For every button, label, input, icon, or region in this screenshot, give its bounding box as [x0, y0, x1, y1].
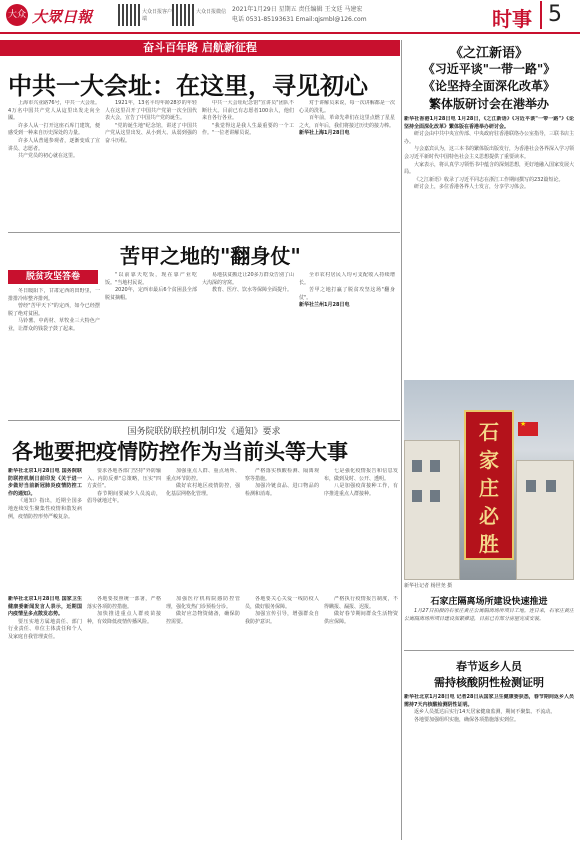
bottom-col1: 新华社北京1月28日电 国家卫生健康委新闻发言人表示，近期国内疫情呈多点散发态势。 要压实地方属地责任、部门行业责任、单位主体责任和个人及家庭自我管理责任。 [8, 596, 82, 640]
right-title-line2: 《习近平谈"一带一路"》 [422, 62, 556, 76]
building [516, 460, 574, 580]
right-title-line1: 《之江新语》 [449, 46, 528, 61]
sign-char: 必 [479, 504, 499, 528]
window [546, 480, 556, 492]
article1-col1: 上海市兴业路76号，中共一大会址。4万名中国共产党人从這里出发走向全國。 许多人从一打开这座石库门建筑，便感受到一种来自历史深处的力量。 许多人从普通参观者，逐渐变成了宣讲员、志愿者。 共产党员的初心就在这里。 [8, 100, 100, 160]
qr-code-icon [172, 4, 194, 26]
article3-col2: 要求各地各部门坚持"外防输入、内防反弹"总策略，压实"四方责任"。 春节期间要减少人员流动，倡导就地过年。 [87, 468, 161, 505]
column-divider [401, 40, 402, 840]
article2-headline: 苦甲之地的"翻身仗" [120, 244, 301, 268]
article3-col1: 新华社北京1月28日电 国务院联防联控机制日前印发《关于进一步做好当前新冠肺炎疫情防控工作的通知》。 《通知》指出，近期全国多地连续发生聚集性疫情和散发病例，疫情防控形势严峻复杂。 [8, 468, 82, 520]
sign-char: 家 [479, 448, 499, 472]
right-article2-title1: 春节返乡人员 [456, 660, 522, 673]
article3-headline: 各地要把疫情防控作为当前头等大事 [12, 440, 348, 464]
column-banner: 奋斗百年路 启航新征程 [0, 40, 400, 56]
article3-col4: 严格落实核酸检测、隔离观察等措施。 加强冷链食品、进口物品的检测和消毒。 [245, 468, 319, 497]
date-line: 2021年1月29日 星期五 责任编辑 王文廷 马建宏 [232, 6, 363, 13]
divider [404, 650, 574, 651]
masthead [0, 0, 580, 34]
window [412, 460, 422, 472]
contact-line: 电话 0531-85193631 Email:qjsmbl@126.com [232, 16, 367, 23]
bottom-col3: 加强医疗机构院感防控管理，强化发热门诊预检分诊。 做好应急物资储备，确保防控需要。 [166, 596, 240, 625]
slogan-sign [464, 410, 514, 560]
article2-col4: 全市农村居民人均可支配收入持续增长。 苦甲之地打赢了脱贫攻坚这场"翻身仗"。 新华社兰州1月28日电 [299, 272, 395, 309]
article3-col5: 七是强化疫情报告和信息发布，做到及时、公开、透明。 八是加强疫苗接种工作，有序推进重点人群接种。 [324, 468, 398, 497]
newspaper-name: 大眾日報 [32, 8, 93, 26]
article2-col2: "以前靠天吃饭，现在靠产业吃饭。"当地村民说。 2020年，定西市最后6个贫困县全部脱贫摘帽。 [105, 272, 197, 301]
window [430, 460, 440, 472]
right-title-line3: 《论坚持全面深化改革》 [422, 79, 555, 93]
page-number: 5 [540, 1, 568, 29]
bottom-col5: 严格执行疫情报告制度，不得瞒报、漏报、迟报。 做好春节期间群众生活物资供应保障。 [324, 596, 398, 625]
section-name: 时事 [492, 7, 532, 31]
window [412, 490, 422, 502]
newspaper-logo-icon: 大众 [6, 4, 28, 26]
flag-icon [518, 422, 538, 436]
divider [8, 232, 400, 233]
article1-col2: 1921年，13名平均年龄28岁的年轻人在这里召开了中国共产党第一次全国代表大会，宣告了中国共产党的诞生。 "党的诞生地"纪念馆，讲述了中国共产党从这里出发、从小到大、从弱到强的奋斗历程。 [105, 100, 197, 144]
app-label: 大众日报客户端 [142, 9, 173, 22]
wechat-label: 大众日报微信 [196, 9, 227, 15]
column-tag: 脱贫攻坚答卷 [8, 270, 98, 284]
issue-meta [232, 5, 367, 25]
right-article-body: 新华社香港1月28日电 1月28日，《之江新语》《习近平谈"一带一路"》《论坚持全面深化改革》繁体版在香港举办研讨会。 研讨会由中共中央宣传部、中央政府驻香港联络办公室指导，三联书店主办。 与会嘉宾认为，这三本书的繁体版出版发行，为香港社会各界深入学习领会习近平新时代中国特色社会主义思想提供了重要读本。 大家表示，将认真学习领悟书中蕴含的深刻思想，更好地融入国家发展大局。 《之江新语》收录了习近平同志在浙江工作期间撰写的232篇短论。 研讨会上，多位香港各界人士发言，分享学习体会。 [404, 116, 574, 191]
photo-title: 石家庄隔离场所建设快速推进 [430, 597, 548, 607]
qr-code-icon [118, 4, 140, 26]
right-article2-body: 新华社北京1月28日电 记者28日从国家卫生健康委获悉，春节期间返乡人员需持7天内核酸检测阴性证明。 返乡人员抵达后实行14天居家健康监测，期间不聚集、不流动。 各地要加强组织实施，确保各项措施落实到位。 [404, 694, 574, 723]
article3-col3: 加强重点人群、重点场所、重点环节防控。 做好农村地区疫情防控，强化基层网格化管理。 [166, 468, 240, 497]
article2-col1: 冬日暖阳下，甘肃定西的田野里，一排排冷库整齐排列。 曾经"苦甲天下"的定西，如今已经摆脱了绝对贫困。 马铃薯、中药材、草牧业三大特色产业，让群众的钱袋子鼓了起来。 [8, 288, 100, 332]
article3-kicker: 国务院联防联控机制印发《通知》要求 [127, 427, 281, 437]
article1-col4: 对于讲解员来说，每一次讲解都是一次心灵的洗礼。 百年前，革命先辈们在这里点燃了星星之火，百年后，我们将接过历史的接力棒。 新华社上海1月28日电 [299, 100, 395, 137]
sign-char: 石 [479, 420, 499, 444]
news-photo [404, 380, 574, 580]
bottom-col2: 各地要按照统一部署，严格落实各项防控措施。 加快推进重点人群疫苗接种，有效降低疫情传播风险。 [87, 596, 161, 625]
window [526, 480, 536, 492]
window [430, 490, 440, 502]
photo-caption: 1月27日拍摄的石家庄黄庄公寓隔离场所项目工地。连日来，石家庄黄庄公寓隔离场所项目建设加紧推进，目前已有部分房屋完成安装。 [404, 608, 574, 622]
bottom-col4: 各地要关心关爱一线防疫人员，做好服务保障。 加强宣传引导，增强群众自我防护意识。 [245, 596, 319, 625]
sign-char: 胜 [479, 532, 499, 556]
divider [8, 420, 400, 421]
article1-col3: 中共一大会址纪念馆"宣讲员"团队不断壮大。目前已有志愿者100余人，他们来自各行各业。 "我觉得这是我人生最重要的一个工作。"一位老讲解员说。 [202, 100, 294, 137]
photo-credit: 新华社记者 杨世尧 摄 [404, 583, 453, 589]
sign-char: 庄 [479, 476, 499, 500]
right-title-line4: 繁体版研讨会在港举办 [428, 97, 549, 111]
article1-headline: 中共一大会址：在这里，寻见初心 [8, 72, 368, 100]
article2-col3: 易地扶贫搬迁让20多万群众告别了山大沟深的穷窝。 教育、医疗、饮水等保障全面提升。 [202, 272, 294, 294]
right-article2-title2: 需持核酸阴性检测证明 [434, 676, 544, 689]
